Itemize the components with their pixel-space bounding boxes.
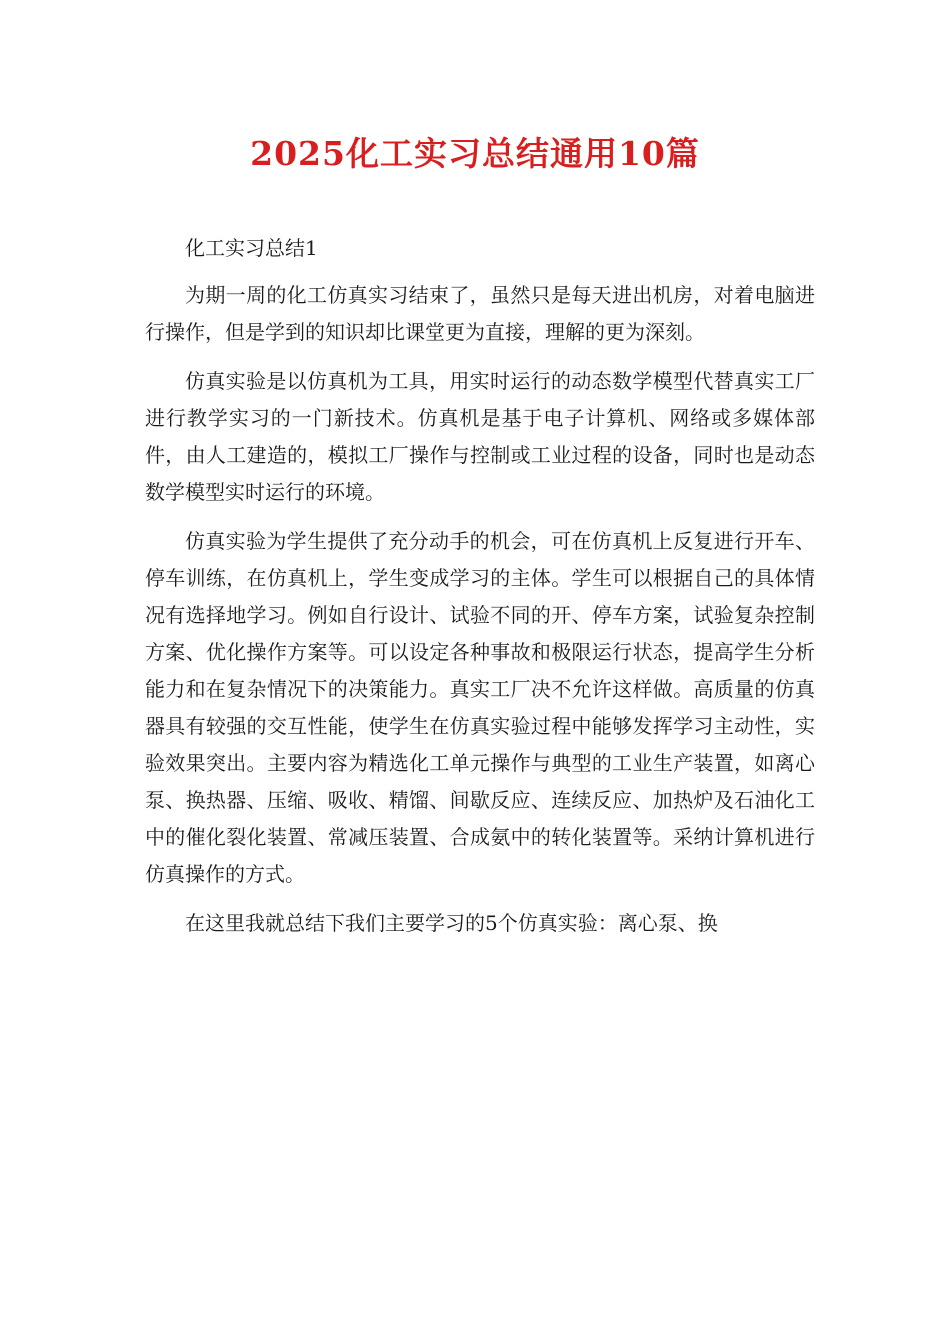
paragraph-1: 为期一周的化工仿真实习结束了，虽然只是每天进出机房，对着电脑进行操作，但是学到的知识却比课堂更为直接，理解的更为深刻。 [145, 283, 815, 344]
paragraph-2: 仿真实验是以仿真机为工具，用实时运行的动态数学模型代替真实工厂进行教学实习的一门新技术。仿真机是基于电子计算机、网络或多媒体部件，由人工建造的，模拟工厂操作与控制或工业过程的设备，同时也是动态数学模型实时运行的环境。 [145, 369, 815, 504]
document-body [145, 230, 815, 954]
document-title: 2025化工实习总结通用10篇 [250, 134, 700, 173]
paragraph-4: 在这里我就总结下我们主要学习的5个仿真实验：离心泵、换 [185, 911, 718, 935]
section-heading: 化工实习总结1 [185, 236, 318, 260]
paragraph-3: 仿真实验为学生提供了充分动手的机会，可在仿真机上反复进行开车、停车训练，在仿真机上，学生变成学习的主体。学生可以根据自己的具体情况有选择地学习。例如自行设计、试验不同的开、停车方案，试验复杂控制方案、优化操作方案等。可以设定各种事故和极限运行状态，提高学生分析能力和在复杂情况下的决策能力。真实工厂决不允许这样做。高质量的仿真器具有较强的交互性能，使学生在仿真实验过程中能够发挥学习主动性，实验效果突出。主要内容为精选化工单元操作与典型的工业生产装置，如离心泵、换热器、压缩、吸收、精馏、间歇反应、连续反应、加热炉及石油化工中的催化裂化装置、常减压装置、合成氨中的转化装置等。采纳计算机进行仿真操作的方式。 [145, 529, 815, 886]
